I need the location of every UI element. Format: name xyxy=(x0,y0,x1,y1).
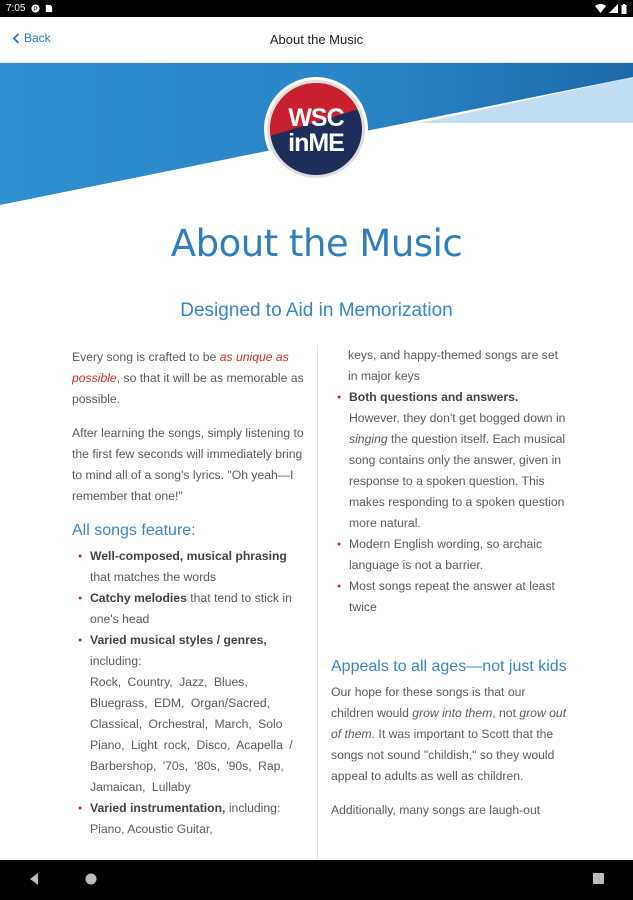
list-item: ● Most songs repeat the answer at least twice xyxy=(331,576,567,618)
wifi-icon xyxy=(595,4,606,13)
features-list-continued xyxy=(331,387,567,618)
status-time: 7:05 xyxy=(6,3,26,14)
status-bar xyxy=(0,0,633,17)
list-item: ● Catchy melodies that tend to stick in one's head xyxy=(72,588,304,630)
list-item: ● Both questions and answers. However, they don't get bogged down in singing the question itself. Each musical song contains only the answer, given in response to a spoken question. This makes responding to a spoken question more natural. xyxy=(331,387,567,534)
list-item: ● Varied musical styles / genres, including: Rock, Country, Jazz, Blues, Bluegrass, EDM, Organ/Sacred, Classical, Orchestral, March, Solo Piano, Light rock, Disco, Acapella / Barbershop, '70s, '80s, '90s, Rap, Jamaican, Lullaby xyxy=(72,630,304,798)
page-title: About the Music xyxy=(170,222,463,265)
right-column xyxy=(331,345,567,834)
svg-text:inME: inME xyxy=(288,129,344,157)
continued-text: keys, and happy-themed songs are set in major keys xyxy=(348,348,559,383)
notification-icon xyxy=(31,4,40,13)
sd-card-icon xyxy=(44,4,53,13)
list-item: ● Modern English wording, so archaic language is not a barrier. xyxy=(331,534,567,576)
triangle-back-icon[interactable] xyxy=(28,872,40,886)
header-title: About the Music xyxy=(269,32,364,47)
chevron-left-icon xyxy=(12,33,20,44)
signal-icon xyxy=(609,4,618,13)
list-item: ● Well-composed, musical phrasing that matches the words xyxy=(72,546,304,588)
app-header xyxy=(0,17,633,63)
wsc-logo xyxy=(263,76,369,182)
svg-text:WSC: WSC xyxy=(288,104,344,132)
square-recents-icon[interactable] xyxy=(592,872,605,885)
back-button[interactable] xyxy=(12,31,51,45)
ages-heading: Appeals to all ages—not just kids xyxy=(331,658,567,675)
circle-home-icon[interactable] xyxy=(84,872,98,886)
recall-paragraph: After learning the songs, simply listening to the first few seconds will immediately bring to mind all of a song's lyrics. "Oh yeah—I remember that one!" xyxy=(72,426,304,503)
intro-paragraph: Every song is crafted to be as unique as possible, so that it will be as memorable as possible. xyxy=(72,350,304,406)
article-content xyxy=(0,205,633,860)
battery-icon xyxy=(621,4,627,14)
ages-paragraph: Our hope for these songs is that our children would grow into them, not grow out of them. It was important to Scott that the songs not sound "childish," so they would appeal to adults as well as children. xyxy=(331,685,567,783)
svg-text:P: P xyxy=(33,5,39,13)
back-label: Back xyxy=(24,31,51,45)
ages-paragraph-more: Additionally, many songs are laugh-out xyxy=(331,803,541,817)
features-heading: All songs feature: xyxy=(72,522,196,539)
section-subtitle: Designed to Aid in Memorization xyxy=(180,300,453,321)
features-list xyxy=(72,546,304,840)
list-item: ● Varied instrumentation, including: Piano, Acoustic Guitar, xyxy=(72,798,304,840)
left-column xyxy=(72,347,304,840)
system-nav-bar xyxy=(0,860,633,900)
column-divider xyxy=(317,345,318,860)
